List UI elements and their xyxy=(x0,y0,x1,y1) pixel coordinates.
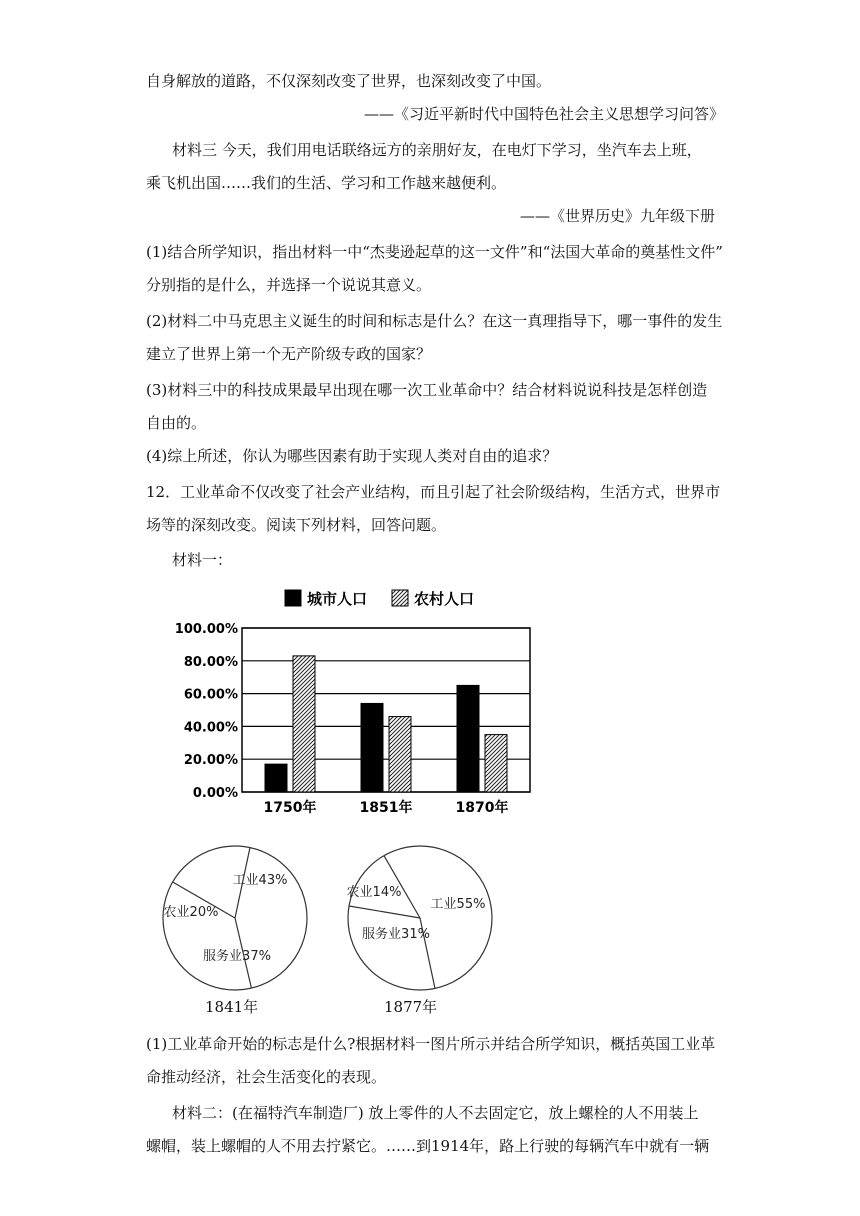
bar xyxy=(293,656,315,792)
text-line: 命推动经济，社会生活变化的表现。 xyxy=(146,1068,387,1086)
pie-caption-1877: 1877年 xyxy=(384,998,438,1016)
population-bar-chart xyxy=(170,580,540,820)
text-line: 螺帽，装上螺帽的人不用去拧紧它。……到1914年，路上行驶的每辆汽车中就有一辆 xyxy=(146,1137,710,1155)
pie-caption-1841: 1841年 xyxy=(205,998,259,1016)
question-1: (1)结合所学知识，指出材料一中“杰斐逊起草的这一文件”和“法国大革命的奠基性文件” xyxy=(146,243,723,261)
pie-slice-label: 工业55% xyxy=(430,897,486,912)
question-2: (2)材料二中马克思主义诞生的时间和标志是什么？在这一真理指导下，哪一事件的发生 xyxy=(146,312,723,330)
y-tick-label: 60.00% xyxy=(183,687,238,703)
text-line: 场等的深刻改变。阅读下列材料，回答问题。 xyxy=(146,516,447,534)
text-line: 乘飞机出国……我们的生活、学习和工作越来越便利。 xyxy=(146,174,507,192)
material-one-label: 材料一： xyxy=(172,551,233,569)
text-line: 自由的。 xyxy=(146,414,207,432)
bar xyxy=(389,717,411,792)
y-tick-label: 80.00% xyxy=(183,654,238,670)
material-three-text: 材料三 今天，我们用电话联络远方的亲朋好友，在电灯下学习，坐汽车去上班， xyxy=(172,141,702,159)
bar xyxy=(485,735,507,792)
bar xyxy=(265,764,287,792)
y-tick-label: 0.00% xyxy=(192,786,238,801)
question-3: (3)材料三中的科技成果最早出现在哪一次工业革命中？结合材料说说科技是怎样创造 xyxy=(146,381,708,399)
y-tick-label: 20.00% xyxy=(183,753,238,769)
pie-chart-1841 xyxy=(150,838,320,998)
pie-slice-label: 服务业31% xyxy=(362,927,430,942)
legend-label: 农村人口 xyxy=(414,590,475,608)
y-tick-label: 100.00% xyxy=(174,622,238,637)
question-4: (4)综上所述，你认为哪些因素有助于实现人类对自由的追求？ xyxy=(146,447,558,465)
sub-question-1: (1)工业革命开始的标志是什么?根据材料一图片所示并结合所学知识，概括英国工业革 xyxy=(146,1035,716,1053)
legend-swatch xyxy=(285,590,301,606)
x-category-label: 1750年 xyxy=(263,800,317,816)
x-category-label: 1851年 xyxy=(359,800,413,816)
source-citation: ——《习近平新时代中国特色社会主义思想学习问答》 xyxy=(364,105,725,123)
pie-slice-label: 服务业37% xyxy=(203,949,271,964)
legend-swatch xyxy=(392,590,408,606)
material-two-text: 材料二：(在福特汽车制造厂) 放上零件的人不去固定它，放上螺栓的人不用装上 xyxy=(172,1104,699,1122)
bar xyxy=(361,703,383,792)
pie-slice-label: 农业14% xyxy=(346,885,402,900)
source-citation: ——《世界历史》九年级下册 xyxy=(520,207,716,225)
pie-slice-label: 工业43% xyxy=(232,873,288,888)
text-line: 自身解放的道路，不仅深刻改变了世界，也深刻改变了中国。 xyxy=(146,72,552,90)
problem-12: 12．工业革命不仅改变了社会产业结构，而且引起了社会阶级结构，生活方式，世界市 xyxy=(146,483,721,501)
pie-chart-1877 xyxy=(335,838,505,998)
y-tick-label: 40.00% xyxy=(183,720,238,736)
x-category-label: 1870年 xyxy=(455,800,509,816)
text-line: 建立了世界上第一个无产阶级专政的国家？ xyxy=(146,345,432,363)
pie-slice-label: 农业20% xyxy=(163,905,219,920)
legend-label: 城市人口 xyxy=(307,590,368,608)
text-line: 分别指的是什么，并选择一个说说其意义。 xyxy=(146,276,432,294)
bar xyxy=(457,685,479,792)
